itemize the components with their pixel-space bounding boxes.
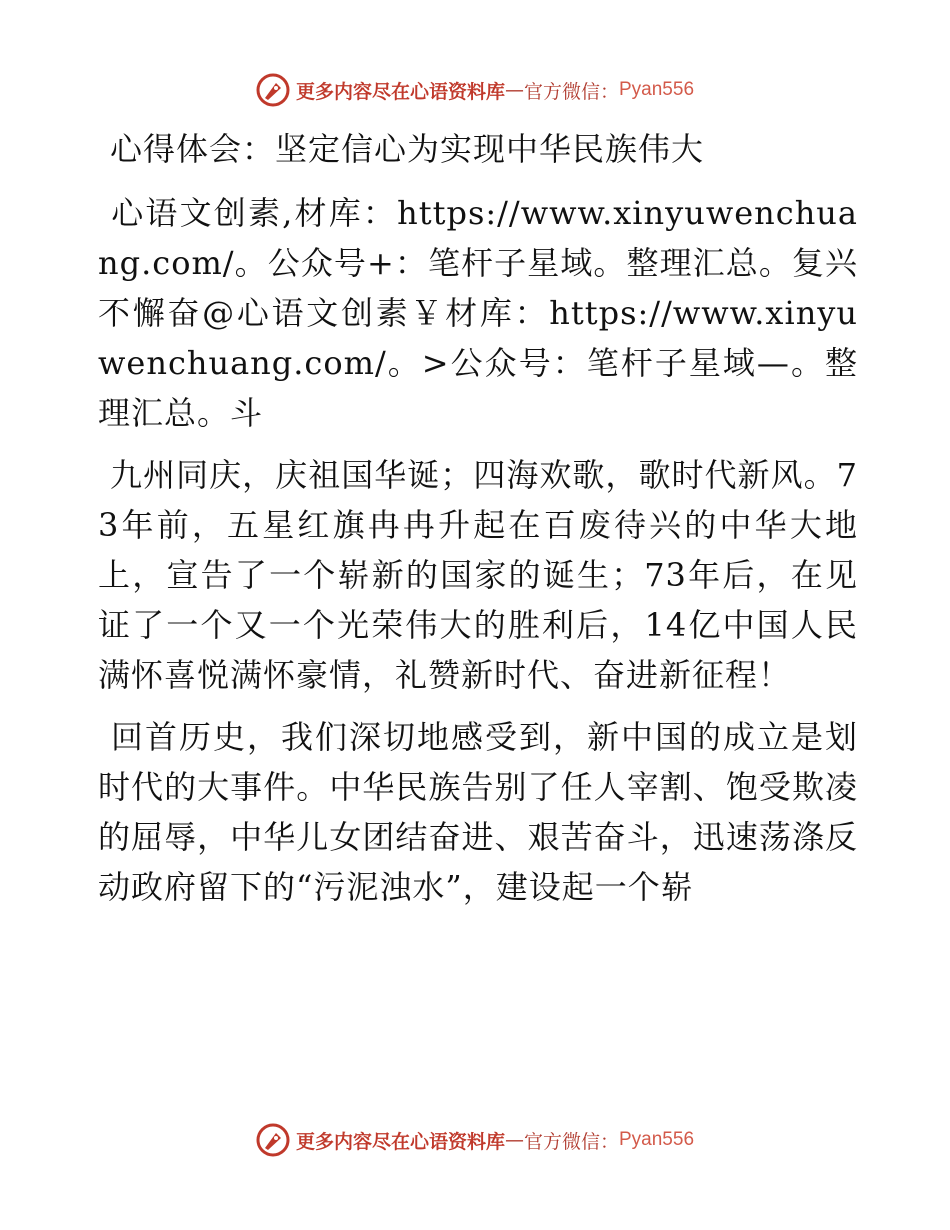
watermark-main-text: 更多内容尽在心语资料库 xyxy=(295,80,505,103)
paragraph-celebration xyxy=(98,450,858,700)
paragraph-history-text: 回首历史，我们深切地感受到，新中国的成立是划时代的大事件。中华民族告别了任人宰割、饱受欺凌的屈辱，中华儿女团结奋进、艰苦奋斗，迅速荡涤反动政府留下的“污泥浊水”，建设起一个崭 xyxy=(98,718,858,906)
header-watermark xyxy=(0,70,950,110)
paragraph-celebration-text: 九州同庆，庆祖国华诞；四海欢歌，歌时代新风。73年前，五星红旗冉冉升起在百废待兴的中华大地上，宣告了一个崭新的国家的诞生；73年后，在见证了一个又一个光荣伟大的胜利后，14亿中国人民满怀喜悦满怀豪情，礼赞新时代、奋进新征程！ xyxy=(98,456,858,694)
paragraph-title-text: 心得体会：坚定信心为实现中华民族伟大 xyxy=(110,130,705,168)
document-body xyxy=(98,124,858,924)
paragraph-title xyxy=(98,124,858,174)
watermark-wechat-label: 官方微信： xyxy=(523,80,619,103)
watermark-main-text: 更多内容尽在心语资料库 xyxy=(295,1130,505,1153)
paragraph-history xyxy=(98,712,858,912)
watermark-separator: — xyxy=(504,1129,524,1151)
pen-nib-logo-icon xyxy=(256,73,290,107)
watermark-wechat-label: 官方微信： xyxy=(523,1130,619,1153)
watermark-wechat-id: Pyan556 xyxy=(619,79,695,100)
watermark-wechat-id: Pyan556 xyxy=(619,1129,695,1150)
paragraph-source-text: 心语文创素,材库：https://www.xinyuwenchuang.com/。公众号+：笔杆子星域。整理汇总。复兴不懈奋@心语文创素￥材库：https://www.xinyuwenchuang.com/。>公众号：笔杆子星域—。整理汇总。斗 xyxy=(98,194,858,432)
footer-watermark xyxy=(0,1120,950,1160)
watermark-separator: — xyxy=(504,79,524,101)
paragraph-source xyxy=(98,188,858,438)
pen-nib-logo-icon xyxy=(256,1123,290,1157)
